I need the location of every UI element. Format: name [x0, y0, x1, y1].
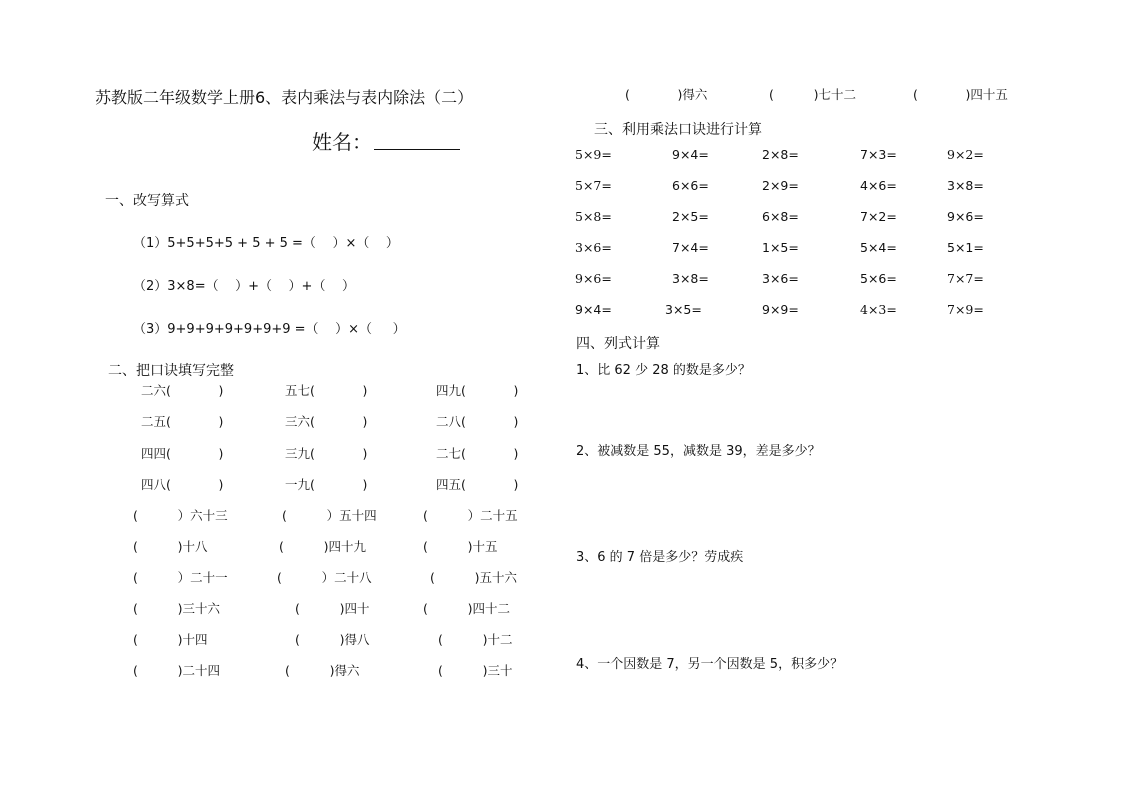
mnemonic-cell: ( )十五	[423, 539, 498, 554]
mnemonic-cell: ( ）二十八	[277, 570, 372, 585]
mnemonic-cell: 一九( )	[285, 477, 368, 492]
mnemonic-cell: ( )得六	[625, 87, 708, 102]
word-problem-2: 2、被减数是 55，减数是 39，差是多少？	[576, 444, 821, 459]
calc-cell: 5×7=	[575, 178, 612, 193]
mnemonic-cell: ( ）二十一	[133, 570, 228, 585]
calc-cell: 9×6=	[947, 209, 984, 224]
section3-heading: 三、利用乘法口诀进行计算	[594, 122, 762, 138]
mnemonic-cell: 四四( )	[141, 446, 224, 461]
calc-cell: 2×5=	[672, 209, 709, 224]
mnemonic-cell: ( ）六十三	[133, 508, 228, 523]
mnemonic-cell: ( )七十二	[769, 87, 856, 102]
calc-cell: 9×4=	[672, 147, 709, 162]
calc-cell: 3×5=	[665, 302, 702, 317]
calc-cell: 9×9=	[762, 302, 799, 317]
mnemonic-cell: 四八( )	[141, 477, 224, 492]
mnemonic-cell: ( )得六	[285, 663, 360, 678]
mnemonic-cell: ( )四十	[295, 601, 370, 616]
mnemonic-cell: 四五( )	[436, 477, 519, 492]
mnemonic-cell: ( )三十	[438, 663, 513, 678]
word-problem-4: 4、一个因数是 7，另一个因数是 5，积多少？	[576, 657, 844, 672]
calc-cell: 9×4=	[575, 302, 612, 317]
section1-heading: 一、改写算式	[105, 193, 189, 209]
mnemonic-cell: 二五( )	[141, 414, 224, 429]
calc-cell: 9×6=	[575, 271, 612, 286]
mnemonic-cell: ( )三十六	[133, 601, 220, 616]
name-blank-line[interactable]	[374, 149, 460, 150]
rewrite-item-1: （1）5+5+5+5 + 5 + 5 =（ ）×（ ）	[133, 236, 399, 251]
mnemonic-cell: 二七( )	[436, 446, 519, 461]
calc-cell: 9×2=	[947, 147, 984, 162]
calc-cell: 6×8=	[762, 209, 799, 224]
mnemonic-cell: ( )五十六	[430, 570, 517, 585]
calc-cell: 5×1=	[947, 240, 984, 255]
rewrite-item-2: （2）3×8=（ ）+（ ）+（ ）	[133, 279, 355, 294]
calc-cell: 5×6=	[860, 271, 897, 286]
mnemonic-cell: ( )四十五	[913, 87, 1008, 102]
mnemonic-cell: 四九( )	[436, 383, 519, 398]
calc-cell: 3×6=	[762, 271, 799, 286]
calc-cell: 7×2=	[860, 209, 897, 224]
mnemonic-cell: 五七( )	[285, 383, 368, 398]
mnemonic-cell: ( )四十九	[279, 539, 366, 554]
section4-heading: 四、列式计算	[576, 336, 660, 352]
mnemonic-cell: ( )二十四	[133, 663, 220, 678]
calc-cell: 3×8=	[947, 178, 984, 193]
document-title: 苏教版二年级数学上册6、表内乘法与表内除法（二）	[95, 88, 474, 107]
mnemonic-cell: 三六( )	[285, 414, 368, 429]
mnemonic-cell: ( )十八	[133, 539, 208, 554]
calc-cell: 2×9=	[762, 178, 799, 193]
calc-cell: 7×9=	[947, 302, 984, 317]
mnemonic-cell: 二六( )	[141, 383, 224, 398]
calc-cell: 6×6=	[672, 178, 709, 193]
calc-cell: 4×3=	[860, 302, 897, 317]
calc-cell: 3×8=	[672, 271, 709, 286]
word-problem-3: 3、6 的 7 倍是多少？劳成疾	[576, 550, 744, 565]
word-problem-1: 1、比 62 少 28 的数是多少？	[576, 363, 751, 378]
mnemonic-cell: ( )得八	[295, 632, 370, 647]
calc-cell: 5×9=	[575, 147, 612, 162]
calc-cell: 1×5=	[762, 240, 799, 255]
mnemonic-cell: 二八( )	[436, 414, 519, 429]
calc-cell: 2×8=	[762, 147, 799, 162]
mnemonic-cell: ( )十四	[133, 632, 208, 647]
mnemonic-cell: ( ）二十五	[423, 508, 518, 523]
calc-cell: 3×6=	[575, 240, 612, 255]
mnemonic-cell: ( ）五十四	[282, 508, 377, 523]
section2-heading: 二、把口诀填写完整	[108, 363, 234, 379]
mnemonic-cell: ( )十二	[438, 632, 513, 647]
calc-cell: 7×7=	[947, 271, 984, 286]
mnemonic-cell: 三九( )	[285, 446, 368, 461]
calc-cell: 7×4=	[672, 240, 709, 255]
mnemonic-cell: ( )四十二	[423, 601, 510, 616]
name-label: 姓名：	[312, 130, 372, 154]
calc-cell: 5×8=	[575, 209, 612, 224]
calc-cell: 5×4=	[860, 240, 897, 255]
calc-cell: 7×3=	[860, 147, 897, 162]
calc-cell: 4×6=	[860, 178, 897, 193]
rewrite-item-3: （3）9+9+9+9+9+9+9 =（ ）×（ ）	[133, 322, 406, 337]
